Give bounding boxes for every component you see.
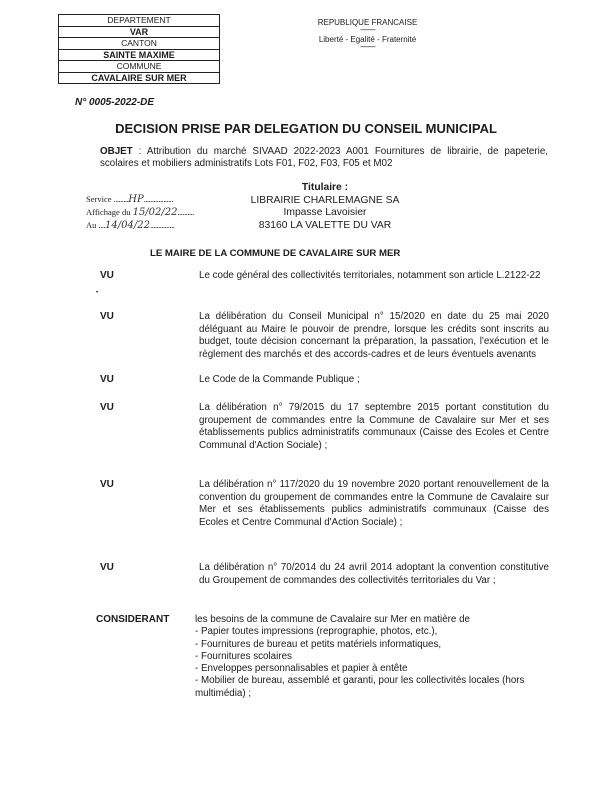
vu-text: La délibération n° 117/2020 du 19 novembre 2020 portant renouvellement de la convention du groupement de commandes entre la Commune de Cavalaire sur Mer et ses établissements publics administratifs communaux (Caisse des Ecoles et Centre Communal d'Action Sociale) ; [199,479,549,528]
vu-text: La délibération n° 79/2015 du 17 septembre 2015 portant constitution du groupement de commandes entre la Commune de Cavalaire sur Mer et ses établissements publics administratifs communaux (Caisse des Ecoles et Centre Communal d'Action Sociale) ; [199,402,549,451]
box-line-commune: COMMUNE [59,61,219,73]
objet-label: OBJET [100,146,133,157]
titulaire-block [225,182,425,232]
au-row: Au ....14/04/22............... [86,220,175,231]
maire-heading: LE MAIRE DE LA COMMUNE DE CAVALAIRE SUR MER [150,248,401,259]
box-line-departement: DEPARTEMENT [59,15,219,27]
page-title: DECISION PRISE PAR DELEGATION DU CONSEIL MUNICIPAL [115,121,497,136]
objet-text: : Attribution du marché SIVAAD 2022-2023 A001 Fournitures de librairie, de papeterie, scolaires et mobiliers administratifs Lots F01, F02, F03, F05 et M02 [100,146,548,169]
titulaire-line: 83160 LA VALETTE DU VAR [258,219,392,231]
titulaire-label: Titulaire : [301,182,349,193]
list-item: - Mobilier de bureau, assemblé et garanti, pour les collectivités locales (hors multimédia) ; [195,675,525,699]
au-label: Au [86,220,97,230]
box-line-canton: CANTON [59,38,219,50]
box-line-var: VAR [59,27,219,39]
objet-paragraph [100,146,548,170]
list-item: - Enveloppes personnalisables et papier à entête [195,663,408,675]
republic-motto: Liberté - Egalité - Fraternité [318,35,417,44]
vu-label: VU [100,479,114,490]
republic-header [305,17,430,51]
affichage-row: Affichage du 15/02/22.......... [86,207,194,218]
vu-text: La délibération n° 70/2014 du 24 avril 2014 adoptant la convention constitutive du Groupement de commandes des collectivités territoriales du Var ; [199,562,549,586]
considerant-list [195,626,550,700]
service-block [86,193,194,232]
vu-label: VU [100,270,114,281]
list-item: - Papier toutes impressions (reprographie, photos, etc.), [195,626,438,638]
affichage-label: Affichage du [86,207,131,217]
service-value: HP [128,194,144,205]
considerant-intro: les besoins de la commune de Cavalaire sur Mer en matière de [195,614,470,625]
titulaire-line: LIBRAIRIE CHARLEMAGNE SA [250,194,400,206]
republic-dash-1: ----------- [360,27,375,34]
au-value: 14/04/22 [105,220,150,231]
titulaire-line: Impasse Lavoisier [283,207,367,218]
vu-text: Le code général des collectivités territoriales, notamment son article L.2122-22 [199,270,541,281]
affichage-value: 15/02/22 [132,207,178,218]
department-box [58,14,220,84]
margin-mark: • [96,290,99,296]
considerant-text [195,614,550,700]
decision-number: N° 0005-2022-DE [75,97,155,108]
considerant-label: CONSIDERANT [96,614,170,625]
vu-text: La délibération du Conseil Municipal n° 15/2020 en date du 25 mai 2020 déléguant au Maire le pouvoir de prendre, lorsque les crédits sont inscrits au budget, toute décision concernant la préparation, la passation, l'exécution et le règlement des marchés et des accords-cadres et de leurs éventuels avenants [199,311,549,360]
list-item: - Fournitures scolaires [195,650,292,662]
republic-dash-2: ----------- [360,44,375,51]
vu-text: Le Code de la Commande Publique ; [199,374,360,385]
box-line-sainte-maxime: SAINTE MAXIME [59,50,219,62]
vu-label: VU [100,374,114,385]
republic-label: REPUBLIQUE FRANCAISE [317,18,418,27]
vu-label: VU [100,402,114,413]
list-item: - Fournitures de bureau et petits matériels informatiques, [195,638,442,650]
service-row: Service .........HP.................. [86,194,173,205]
vu-label: VU [100,311,114,322]
service-label: Service [86,194,112,204]
box-line-cavalaire: CAVALAIRE SUR MER [91,72,187,83]
vu-label: VU [100,562,114,573]
